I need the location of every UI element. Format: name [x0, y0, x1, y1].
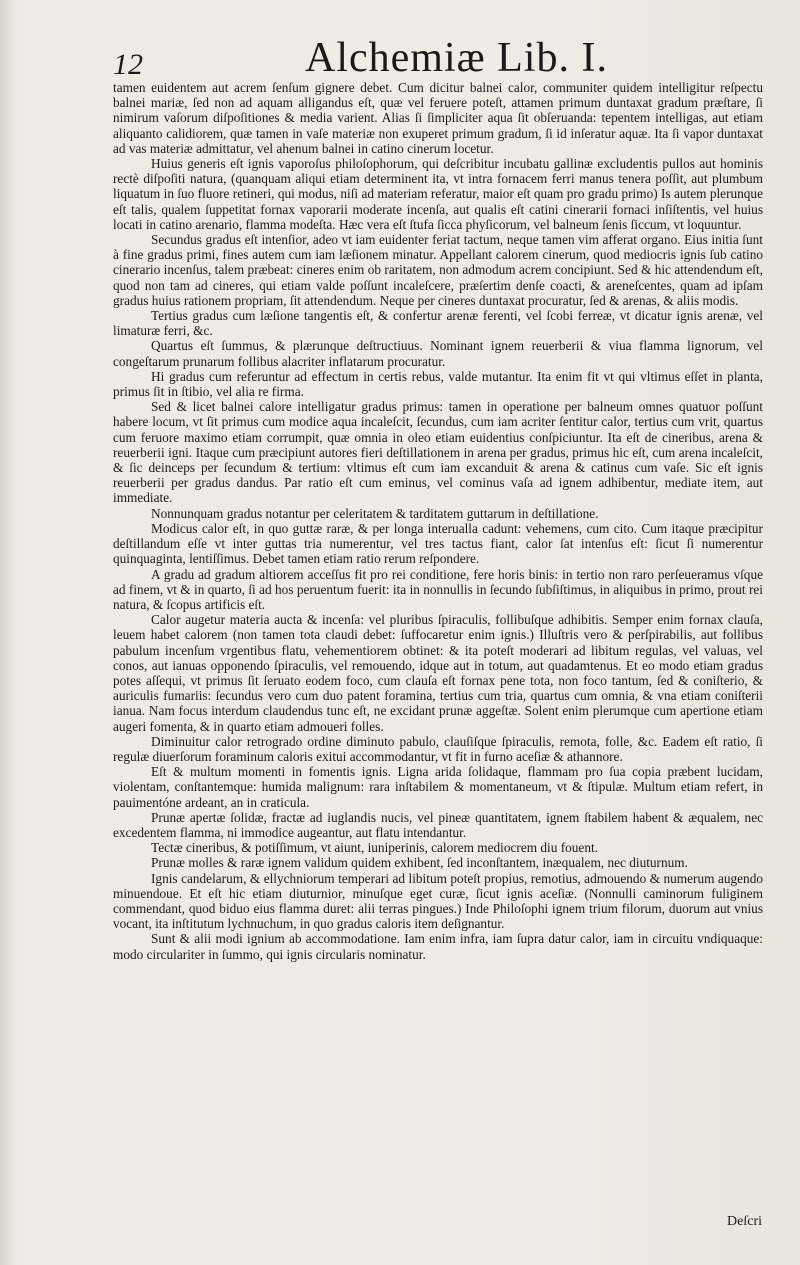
paragraph: Prunæ apertæ ſolidæ, fractæ ad iuglandis nucis, vel pineæ quantitatem, ignem ſtabilem habent & æqualem, nec excedentem flamma, ni immodice augeantur, aut flatu intendantur. [113, 809, 763, 840]
paragraph: Sed & licet balnei calore intelligatur gradus primus: tamen in operatione per balneum omnes quatuor poſſunt habere locum, vt ſit primus cum modice aqua incaleſcit, ſecundus, cum iam acriter ſentitur calor, tertius cum vrit, quartus cum feruore maximo etiam corrumpit, quæ omnia in oleo etiam euidentius conſpiciuntur. Ita eſt de cineribus, arena & reuerberii igni. Itaque cum præcipiunt autores fieri deſtillationem in arena per gradus, primus hic eſt, cum arena incaleſcit, & ſic deinceps per ſecundum & tertium: vltimus eſt cum iam excanduit & arena & catinus cum vaſe. Sic eſt ignis reuerberii per gradus dandus. Par ratio eſt cum eminus, vel cominus vaſa ad ignem adhibentur, mediate item, aut immediate. [113, 399, 763, 506]
paragraph: Diminuitur calor retrogrado ordine diminuto pabulo, clauſiſque ſpiraculis, remota, folle, &c. Eadem eſt ratio, ſi regulæ diuerſorum foraminum caloris exitui accommodantur, vt fit in furno aceſiæ & athannore. [113, 733, 763, 764]
paragraph: Tertius gradus cum læſione tangentis eſt, & confertur arenæ ferenti, vel ſcobi ferreæ, vt dicatur ignis arenæ, vel limaturæ ferri, &c. [113, 308, 763, 339]
paragraph: Eſt & multum momenti in fomentis ignis. Ligna arida ſolidaque, flammam pro ſua copia præbent lucidam, violentam, conſtantemque: humida malignum: rara inſtabilem & momentaneum, vt & ſtipulæ. Multum etiam refert, in pauimentóne ardeant, an in craticula. [113, 764, 763, 810]
paragraph: Secundus gradus eſt intenſior, adeo vt iam euidenter feriat tactum, neque tamen vim afferat organo. Eius initia ſunt à fine gradus primi, fines autem cum iam læſionem minatur. Appellant calorem cinerum, quod mediocris ignis ſub catino cinerario incenſus, talem præbeat: cineres enim ob raritatem, non admodum acrem concipiunt. Sed & hic attendendum eſt, quod non tam ad cineres, qui etiam valde poſſunt incaleſcere, præſertim denſe coacti, & areneſcentes, quam ad ipſam gradus huius rationem propriam, ſit attendendum. Neque per cineres duntaxat procuratur, ſed & arenas, & aliis modis. [113, 232, 763, 308]
paragraph: Hi gradus cum referuntur ad effectum in certis rebus, valde mutantur. Ita enim fit vt qui vltimus eſſet in planta, primus ſit in ſtibio, vel alia re firma. [113, 368, 763, 400]
catchword: Deſcri [727, 1214, 762, 1229]
paragraph: Quartus eſt ſummus, & plærunque deſtructiuus. Nominant ignem reuerberii & viua flamma lignorum, vel congeſtarum prunarum follibus alacriter inflatarum procuratur. [113, 338, 763, 369]
body-text [113, 80, 763, 962]
paragraph: Tectæ cineribus, & potiſſimum, vt aiunt, iuniperinis, calorem mediocrem diu fouent. [151, 840, 599, 856]
paragraph: Nonnunquam gradus notantur per celeritatem & tarditatem guttarum in deſtillatione. [151, 505, 599, 521]
paragraph: Calor augetur materia aucta & incenſa: vel pluribus ſpiraculis, follibuſque adhibitis. Semper enim fornax clauſa, leuem habet calorem (non tamen tota claudi debet: ſuffocaretur enim ignis.) Illuſtris vero & perſpirabilis, aut follibus pabulum incenſum vrgentibus flatu, vehementiorem obtinet: & ita poteſt moderari ad libitum regulas, vel valuas, vel conos, aut ianuas opponendo ſpiraculis, vel remouendo, idque aut in totum, aut quadamtenus. Et eo modo etiam gradus potes aſſequi, vt primus ſit ſeruato eodem foco, cum clauſa eſt fornax pene tota, non foco tantum, ſed & coniſterio, & auriculis fumariis: ſecundus vero cum duo patent foramina, tertius cum tria, quartus cum omnia, & vna etiam coniſterii ianua. Nam focus interdum claudendus tunc eſt, ne excidant prunæ aggeſtæ. Solent enim plerumque cum apertione etiam augeri fomenta, & in quarto etiam admoueri folles. [113, 612, 763, 734]
page-number: 12 [113, 48, 143, 81]
paragraph: Ignis candelarum, & ellychniorum temperari ad libitum poteſt propius, remotius, admouendo & numerum augendo minuendoue. Et eſt hic etiam diuturnior, minuſque eget curæ, ſicut ignis aceſiæ. (Nonnulli caminorum fuliginem commendant, quod biduo eius flamma duret: alii terras pingues.) Inde Philoſophi ignem trium filorum, duorum aut vnius vocant, ita inſtitutum lychnuchum, in quo gradus caloris item deſignantur. [113, 870, 763, 932]
paragraph: Prunæ molles & raræ ignem validum quidem exhibent, ſed inconſtantem, inæqualem, nec diuturnum. [151, 855, 688, 871]
paragraph: Huius generis eſt ignis vaporoſus philoſophorum, qui deſcribitur incubatu gallinæ excludentis pullos aut hominis rectè diſpoſiti natura, (quanquam aliqui etiam determinent ita, vt intra fornacem ferri manus tenera poſſit, aut plumbum liquatum in ſuo fluore retineri, qui modus, niſi ad materiam referatur, maior eſt quam pro gradu primo) Is autem plerunque eſt talis, qualem ſuppetitat fornax vaporarii moderate incenſa, aut qualis eſt catini cinerarii fornaci inſiſtentis, vel huius locati in catino arenario, flamma modeſta. Hæc vera eſt ſtufa ſicca phyſicorum, vel balneum ſenis ſiccum, vt loquuntur. [113, 156, 763, 232]
running-title: Alchemiæ Lib. I. [305, 35, 608, 81]
page-header [0, 30, 800, 82]
paragraph: Modicus calor eſt, in quo guttæ raræ, & per longa interualla cadunt: vehemens, cum cito. Cum itaque præcipitur deſtillandum eſſe vt inter guttas tria numerentur, vel tres tactus fiant, calor ſat intenſus eſt: ſicut ſi numerentur quinquaginta, lentiſſimus. Debet tamen etiam ratio rerum reſpondere. [113, 520, 763, 567]
paragraph: A gradu ad gradum altiorem acceſſus fit pro rei conditione, fere horis binis: in tertio non raro perſeueramus vſque ad finem, vt & in quarto, ſi ad hos peruentum fuerit: ita in nonnullis in ſecundo ſubſiſtimus, in aliquibus in primo, prout rei natura, & ſcopus artificis eſt. [113, 566, 763, 612]
paragraph: Sunt & alii modi ignium ab accommodatione. Iam enim infra, iam ſupra datur calor, iam in circuitu vndiquaque: modo circulariter in ſummo, qui ignis circularis nominatur. [113, 931, 763, 962]
paragraph: tamen euidentem aut acrem ſenſum gignere debet. Cum dicitur balnei calor, communiter quidem intelligitur reſpectu balnei mariæ, ſed non ad aquam alligandus eſt, quæ vel feruere poteſt, attamen primum duntaxat gradum præſtare, ſi nimirum vaſorum diſpoſitiones & media varient. Alias ſi ſimpliciter aqua ſit obſeruanda: tepentem intelligas, aut etiam aliquanto calidiorem, quæ tamen in vaſe materiæ non exuperet primum gradum, ſi id inſeratur aquæ. Ita ſi vapor duntaxat ad vas materiæ admittatur, vel ahenum balnei in catino cinerum locetur. [113, 80, 763, 156]
